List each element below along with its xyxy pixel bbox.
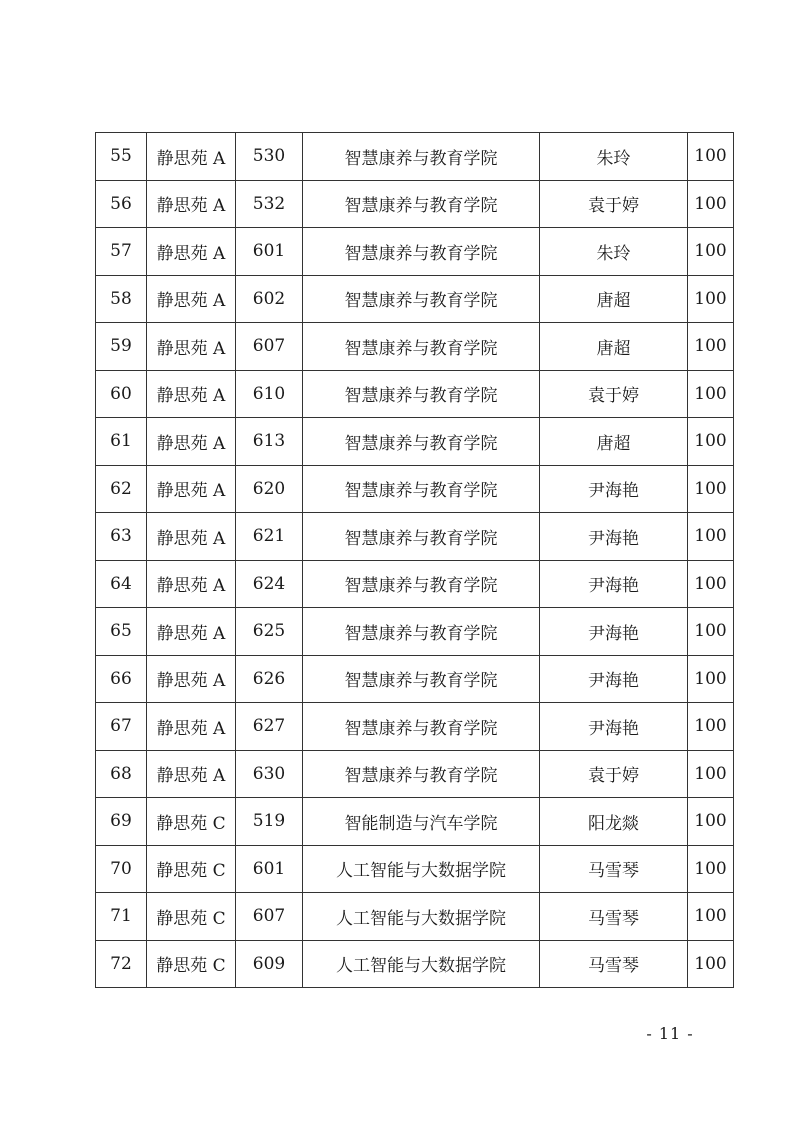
row-number-cell: 57 <box>96 228 147 276</box>
room-number-cell: 607 <box>236 893 303 941</box>
table-row <box>96 750 734 798</box>
score-cell: 100 <box>688 560 734 608</box>
row-number-cell: 64 <box>96 560 147 608</box>
building-cell: 静思苑 A <box>147 750 236 798</box>
college-cell: 智慧康养与教育学院 <box>303 703 540 751</box>
building-cell: 静思苑 A <box>147 370 236 418</box>
room-number-cell: 602 <box>236 275 303 323</box>
college-cell: 智慧康养与教育学院 <box>303 418 540 466</box>
college-cell: 智慧康养与教育学院 <box>303 608 540 656</box>
person-in-charge-cell: 尹海艳 <box>540 608 688 656</box>
score-cell: 100 <box>688 655 734 703</box>
building-cell: 静思苑 A <box>147 608 236 656</box>
room-number-cell: 620 <box>236 465 303 513</box>
score-cell: 100 <box>688 703 734 751</box>
score-cell: 100 <box>688 275 734 323</box>
building-cell: 静思苑 A <box>147 513 236 561</box>
dormitory-score-table <box>95 132 734 988</box>
score-cell: 100 <box>688 893 734 941</box>
college-cell: 人工智能与大数据学院 <box>303 940 540 988</box>
row-number-cell: 68 <box>96 750 147 798</box>
table-row <box>96 940 734 988</box>
person-in-charge-cell: 袁于婷 <box>540 180 688 228</box>
score-cell: 100 <box>688 513 734 561</box>
room-number-cell: 624 <box>236 560 303 608</box>
college-cell: 人工智能与大数据学院 <box>303 893 540 941</box>
college-cell: 智能制造与汽车学院 <box>303 798 540 846</box>
row-number-cell: 61 <box>96 418 147 466</box>
college-cell: 智慧康养与教育学院 <box>303 180 540 228</box>
person-in-charge-cell: 马雪琴 <box>540 893 688 941</box>
room-number-cell: 626 <box>236 655 303 703</box>
row-number-cell: 56 <box>96 180 147 228</box>
score-cell: 100 <box>688 323 734 371</box>
room-number-cell: 610 <box>236 370 303 418</box>
row-number-cell: 60 <box>96 370 147 418</box>
person-in-charge-cell: 唐超 <box>540 418 688 466</box>
room-number-cell: 601 <box>236 228 303 276</box>
person-in-charge-cell: 袁于婷 <box>540 750 688 798</box>
table-row <box>96 893 734 941</box>
room-number-cell: 532 <box>236 180 303 228</box>
room-number-cell: 613 <box>236 418 303 466</box>
score-cell: 100 <box>688 798 734 846</box>
score-cell: 100 <box>688 133 734 181</box>
college-cell: 智慧康养与教育学院 <box>303 370 540 418</box>
person-in-charge-cell: 尹海艳 <box>540 465 688 513</box>
building-cell: 静思苑 A <box>147 275 236 323</box>
table-row <box>96 703 734 751</box>
building-cell: 静思苑 A <box>147 228 236 276</box>
score-cell: 100 <box>688 940 734 988</box>
score-cell: 100 <box>688 370 734 418</box>
building-cell: 静思苑 A <box>147 418 236 466</box>
person-in-charge-cell: 尹海艳 <box>540 560 688 608</box>
building-cell: 静思苑 C <box>147 940 236 988</box>
person-in-charge-cell: 朱玲 <box>540 133 688 181</box>
table-row <box>96 608 734 656</box>
row-number-cell: 55 <box>96 133 147 181</box>
table-row <box>96 560 734 608</box>
room-number-cell: 609 <box>236 940 303 988</box>
person-in-charge-cell: 朱玲 <box>540 228 688 276</box>
page-number: - 11 - <box>646 1024 694 1043</box>
building-cell: 静思苑 A <box>147 323 236 371</box>
person-in-charge-cell: 尹海艳 <box>540 655 688 703</box>
table-body <box>96 133 734 988</box>
score-cell: 100 <box>688 180 734 228</box>
college-cell: 智慧康养与教育学院 <box>303 228 540 276</box>
college-cell: 智慧康养与教育学院 <box>303 323 540 371</box>
row-number-cell: 72 <box>96 940 147 988</box>
room-number-cell: 607 <box>236 323 303 371</box>
score-cell: 100 <box>688 845 734 893</box>
building-cell: 静思苑 A <box>147 560 236 608</box>
table-row <box>96 845 734 893</box>
table-row <box>96 133 734 181</box>
person-in-charge-cell: 马雪琴 <box>540 940 688 988</box>
building-cell: 静思苑 A <box>147 465 236 513</box>
building-cell: 静思苑 A <box>147 180 236 228</box>
person-in-charge-cell: 尹海艳 <box>540 513 688 561</box>
score-cell: 100 <box>688 608 734 656</box>
building-cell: 静思苑 A <box>147 703 236 751</box>
room-number-cell: 627 <box>236 703 303 751</box>
row-number-cell: 70 <box>96 845 147 893</box>
college-cell: 人工智能与大数据学院 <box>303 845 540 893</box>
person-in-charge-cell: 马雪琴 <box>540 845 688 893</box>
college-cell: 智慧康养与教育学院 <box>303 275 540 323</box>
row-number-cell: 58 <box>96 275 147 323</box>
table-row <box>96 465 734 513</box>
row-number-cell: 69 <box>96 798 147 846</box>
college-cell: 智慧康养与教育学院 <box>303 133 540 181</box>
row-number-cell: 65 <box>96 608 147 656</box>
room-number-cell: 625 <box>236 608 303 656</box>
room-number-cell: 630 <box>236 750 303 798</box>
room-number-cell: 601 <box>236 845 303 893</box>
row-number-cell: 63 <box>96 513 147 561</box>
person-in-charge-cell: 尹海艳 <box>540 703 688 751</box>
person-in-charge-cell: 唐超 <box>540 323 688 371</box>
person-in-charge-cell: 阳龙燚 <box>540 798 688 846</box>
table-row <box>96 418 734 466</box>
score-cell: 100 <box>688 465 734 513</box>
building-cell: 静思苑 C <box>147 893 236 941</box>
table-row <box>96 513 734 561</box>
college-cell: 智慧康养与教育学院 <box>303 655 540 703</box>
row-number-cell: 59 <box>96 323 147 371</box>
table-row <box>96 323 734 371</box>
room-number-cell: 621 <box>236 513 303 561</box>
college-cell: 智慧康养与教育学院 <box>303 560 540 608</box>
table-row <box>96 370 734 418</box>
college-cell: 智慧康养与教育学院 <box>303 750 540 798</box>
score-cell: 100 <box>688 750 734 798</box>
score-cell: 100 <box>688 418 734 466</box>
college-cell: 智慧康养与教育学院 <box>303 465 540 513</box>
score-cell: 100 <box>688 228 734 276</box>
table-row <box>96 798 734 846</box>
building-cell: 静思苑 A <box>147 655 236 703</box>
person-in-charge-cell: 唐超 <box>540 275 688 323</box>
table-row <box>96 275 734 323</box>
person-in-charge-cell: 袁于婷 <box>540 370 688 418</box>
row-number-cell: 67 <box>96 703 147 751</box>
college-cell: 智慧康养与教育学院 <box>303 513 540 561</box>
row-number-cell: 66 <box>96 655 147 703</box>
room-number-cell: 519 <box>236 798 303 846</box>
table-row <box>96 180 734 228</box>
row-number-cell: 71 <box>96 893 147 941</box>
building-cell: 静思苑 C <box>147 798 236 846</box>
room-number-cell: 530 <box>236 133 303 181</box>
table-row <box>96 228 734 276</box>
table-row <box>96 655 734 703</box>
building-cell: 静思苑 A <box>147 133 236 181</box>
building-cell: 静思苑 C <box>147 845 236 893</box>
row-number-cell: 62 <box>96 465 147 513</box>
